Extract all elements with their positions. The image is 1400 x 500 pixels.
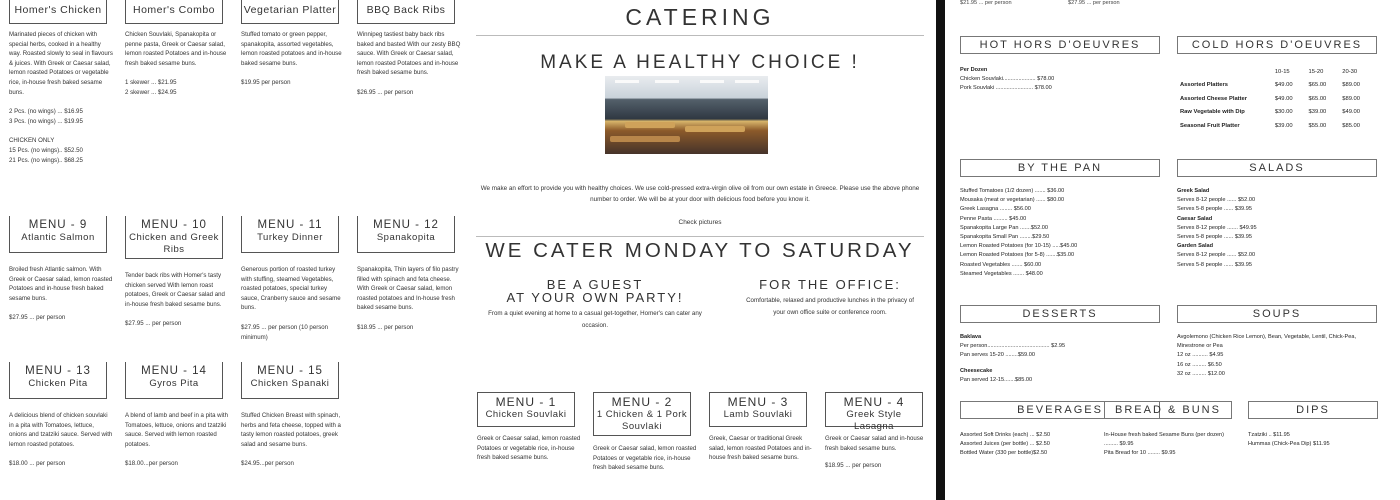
menu-description-menu-3	[709, 434, 813, 463]
price-line: Chicken Souvlaki..................... $78.00	[960, 76, 1055, 83]
cold-table-row	[1180, 78, 1376, 92]
price-line: Caesar Salad	[1177, 215, 1213, 222]
menu-name: Chicken Souvlaki	[485, 409, 567, 420]
menu-price: 1 skewer ... $21.95	[125, 79, 177, 87]
menu-price: 2 skewer ... $24.95	[125, 88, 177, 96]
catering-title: CATERING	[476, 4, 924, 36]
spacer	[9, 303, 113, 313]
menu-description-text: A blend of lamb and beef in a pita with Tomatoes, lettuce, onions and tzatziki sauce. Served with lemon roasted potatoes.	[125, 412, 228, 448]
menu-description-menu-15	[241, 411, 345, 469]
price-line: 16 oz ......... $6.50	[1177, 361, 1222, 368]
soups-heading: SOUPS	[1177, 305, 1377, 323]
menu-description-menu-1	[477, 434, 581, 463]
menu-description-menu-2	[593, 444, 697, 473]
menu-description-text: Tender back ribs with Homer's tasty chicken served With lemon roast potatoes, Greek or Caesar salad and in-house fresh baked sesame buns.	[125, 272, 225, 308]
menu-number: MENU - 2	[611, 395, 673, 409]
menu-number: MENU - 1	[495, 395, 557, 409]
menu-price: $27.95 ... per person	[9, 314, 66, 322]
spacer	[241, 68, 345, 78]
cold-table-header-row	[1180, 66, 1376, 78]
by-the-pan-heading: BY THE PAN	[960, 159, 1160, 177]
spacer	[9, 97, 113, 107]
price-line: Spanakopita Large Pan .......$52.00	[960, 224, 1049, 231]
menu-description-text: Greek, Caesar or traditional Greek salad, lemon roasted Potatoes and in-house fresh baked sesame buns.	[709, 435, 812, 462]
menu-description-menu-13	[9, 411, 113, 469]
price-line: Steamed Vegetables ....... $48.00	[960, 270, 1043, 277]
cold-table-cell: $55.00	[1308, 122, 1327, 129]
menu-name: Chicken Pita	[28, 378, 88, 389]
menu-number: MENU - 4	[843, 395, 905, 409]
price-line: Greek Lasagna ........ $56.00	[960, 206, 1031, 213]
menu-description-menu-4	[825, 434, 929, 471]
price-line: Serves 5-8 people ...... $39.95	[1177, 206, 1252, 213]
menu-description-menu-12	[357, 265, 461, 333]
menu-name: Spanakopita	[376, 232, 436, 243]
spacer	[825, 453, 929, 461]
intro-text: We make an effort to provide you with healthy choices. We use cold-pressed extra-virgin olive oil from our own estate in Greece. Please use the above phone number to order. We will be at your door with delicious food before you know it.	[480, 185, 920, 203]
price-line: Baklava	[960, 334, 982, 340]
price-line: Assorted Juices (per bottle) ... $2.50	[960, 441, 1050, 448]
menu-description-text: A delicious blend of chicken souvlaki in a pita with Tomatoes, lettuce, onions and tzatziki sauce. Served with lemon roasted potatoes.	[9, 412, 113, 448]
menu-name: Gyros Pita	[149, 378, 199, 389]
menu-heading-menu-15	[241, 362, 339, 399]
price-line: Pork Souvlaki ........................ $78.00	[960, 85, 1052, 92]
price-line: Tzatziki .. $11.95	[1248, 432, 1290, 438]
menu-name: 1 Chicken & 1 Pork Souvlaki	[596, 409, 688, 432]
menu-description-text: Stuffed tomato or green pepper, spanakopita, assorted vegetables, lemon roasted potatoes and in-house baked sesame buns.	[241, 31, 342, 67]
menu-extra-title: CHICKEN ONLY	[9, 137, 55, 145]
guest-section	[480, 278, 710, 331]
healthy-choice-title: MAKE A HEALTHY CHOICE !	[540, 52, 860, 73]
price-line: Serves 8-12 people ...... $52.00	[1177, 252, 1256, 259]
menu-description-text: Greek or Caesar salad and in-house fresh baked sesame buns.	[825, 435, 924, 452]
price-line: Cheesecake	[960, 367, 993, 374]
menu-heading-menu-4	[825, 392, 923, 432]
desserts-list	[960, 333, 1160, 385]
price-line: Per Dozen	[960, 67, 988, 73]
price-line: Penne Pasta ......... $45.00	[960, 215, 1027, 222]
menu-description-text: Greek or Caesar salad, lemon roasted Potatoes or vegetable rice, in-house fresh baked sesame buns.	[593, 445, 697, 472]
price-line: Serves 5-8 people ...... $39.95	[1177, 261, 1252, 268]
menu-heading-homers-chicken	[9, 0, 107, 24]
menu-price: $27.95 ... per person	[125, 320, 182, 328]
menu-description-menu-11	[241, 265, 345, 342]
menu-description-text: Chicken Souvlaki, Spanakopita or penne pasta, Greek or Caesar salad, lemon roasted Potatoes and in-house fresh baked sesame buns.	[125, 31, 227, 67]
price-line: Hummas (Chick-Pea Dip) $11.95	[1248, 441, 1330, 448]
price-line: 12 oz .......... $4.95	[1177, 352, 1224, 359]
menu-name: Greek Style Lasagna	[846, 409, 902, 432]
desserts-heading: DESSERTS	[960, 305, 1160, 323]
menu-description-text: Stuffed Chicken Breast with spinach, herbs and feta cheese, topped with a tasty lemon roasted potatoes, greek salad and sesame buns.	[241, 412, 341, 448]
menu-description-homers-combo	[125, 30, 229, 98]
spacer	[9, 126, 113, 136]
menu-name: Homer's Chicken	[14, 4, 102, 16]
price-line: Pita Bread for 10 ........ $9.95	[1104, 450, 1176, 457]
menu-price: $26.95 ... per person	[357, 88, 414, 96]
menu-price: 3 Pcs. (no wings) ... $19.95	[9, 117, 83, 125]
cold-table-cell: $30.00	[1274, 109, 1293, 116]
menu-description-homers-chicken	[9, 30, 113, 165]
menu-price: $27.95 ... per person (10 person minimum)	[241, 323, 329, 341]
price-line: Avgolemono (Chicken Rice Lemon), Bean, Vegetable, Lentil, Chick-Pea, Minestrone or Pea	[1177, 334, 1356, 350]
menu-description-text: Broiled fresh Atlantic salmon. With Greek or Caesar salad, lemon roasted Potatoes and in-house fresh baked sesame buns.	[9, 266, 113, 302]
by-the-pan-list	[960, 187, 1170, 279]
menu-description-text: Spanakopita, Thin layers of filo pastry filled with spinach and feta cheese. With Greek or Caesar salad, lemon roasted potatoes and In-house fresh baked sesame buns.	[357, 266, 459, 312]
cold-table-cell: Assorted Platters	[1180, 81, 1229, 88]
price-line: Spanakopita Small Pan ........$29.50	[960, 234, 1050, 241]
price-line: Lemon Roasted Potatoes (for 5-8) .......$35.00	[960, 252, 1075, 259]
price-line: 32 oz ......... $12.00	[1177, 370, 1225, 377]
menu-name: BBQ Back Ribs	[366, 4, 446, 16]
menu-heading-menu-3	[709, 392, 807, 427]
hot-hors-doeuvres-heading: HOT HORS D'OEUVRES	[960, 36, 1160, 54]
menu-heading-menu-11	[241, 216, 339, 253]
menu-description-menu-9	[9, 265, 113, 323]
price-line: Assorted Soft Drinks (each) ... $2.50	[960, 432, 1051, 438]
catering-buffet-photo	[605, 76, 768, 154]
spacer	[9, 449, 113, 459]
spacer	[125, 68, 229, 78]
menu-description-menu-10	[125, 271, 229, 329]
top-price-right: $27.95 ... per person	[1068, 0, 1120, 6]
menu-extra-price: 15 Pcs. (no wings).. $52.50	[9, 146, 83, 154]
salads-heading: SALADS	[1177, 159, 1377, 177]
beverages-heading: BEVERAGES	[960, 401, 1160, 419]
price-line: Bottled Water (330 per bottle)$2.50	[960, 450, 1048, 457]
menu-heading-menu-2	[593, 392, 691, 436]
cold-table-cell: Assorted Cheese Platter	[1180, 95, 1248, 102]
menu-price: $18.95 ... per person	[825, 462, 882, 470]
soups-list	[1177, 333, 1377, 379]
dips-heading: DIPS	[1248, 401, 1378, 419]
menu-number: MENU - 13	[25, 365, 91, 377]
menu-number: MENU - 10	[141, 219, 207, 231]
price-line: In-House fresh baked Sesame Buns (per dozen) ......... $9.95	[1104, 432, 1225, 448]
price-line: Lemon Roasted Potatoes (for 10-15) .....$45.00	[960, 243, 1078, 250]
cold-table-cell: $65.00	[1308, 81, 1327, 88]
bread-and-buns-heading: BREAD & BUNS	[1104, 401, 1232, 419]
bread-and-buns-list	[1104, 431, 1234, 459]
menu-heading-homers-combo	[125, 0, 223, 24]
office-description: Comfortable, relaxed and productive lunches in the privacy of your own office suite or conference room.	[746, 297, 914, 316]
menu-description-text: Greek or Caesar salad, lemon roasted Potatoes or vegetable rice, in-house fresh baked sesame buns.	[477, 435, 581, 462]
price-line: Serves 8-12 people ....... $49.95	[1177, 224, 1257, 231]
cold-table-row	[1180, 92, 1376, 106]
cold-table-cell: $49.00	[1274, 81, 1293, 88]
cold-table-row	[1180, 119, 1376, 133]
cold-table-header: 10-15	[1274, 69, 1290, 75]
menu-description-bbq-back-ribs	[357, 30, 461, 98]
menu-price: $18.95 ... per person	[357, 323, 414, 331]
cold-hors-doeuvres-heading: COLD HORS D'OEUVRES	[1177, 36, 1377, 54]
menu-price: $24.95...per person	[241, 460, 294, 468]
menu-name: Homer's Combo	[132, 4, 216, 16]
price-line: Roasted Vegetables ....... $60.00	[960, 261, 1042, 268]
menu-heading-menu-10	[125, 216, 223, 259]
menu-heading-menu-1	[477, 392, 575, 427]
office-section	[740, 278, 920, 318]
menu-description-text: Winnipeg tastiest baby back ribs baked and basted With our zesty BBQ sauce. With Greek or Caesar salad, lemon roasted Potatoes and in-house fresh baked sesame buns.	[357, 31, 461, 77]
menu-price: $18.00 ... per person	[9, 460, 66, 468]
menu-number: MENU - 15	[257, 365, 323, 377]
price-line: Stuffed Tomatoes (1/2 dozen) ....... $36.00	[960, 188, 1065, 194]
menu-heading-bbq-back-ribs	[357, 0, 455, 24]
cold-table-cell: Seasonal Fruit Platter	[1180, 122, 1240, 129]
menu-name: Chicken Spanaki	[250, 378, 330, 389]
beverages-list	[960, 431, 1100, 459]
price-line: Per person........................................ $2.95	[960, 343, 1066, 350]
cold-table-cell: $49.00	[1274, 95, 1293, 102]
menu-description-text: Marinated pieces of chicken with special herbs, cooked in a healthy way. Roasted slowly to seal in flavours & juices. With Greek or Caesar salad, lemon roasted Potatoes or vegetable rice, in-house fresh baked sesame buns.	[9, 31, 113, 96]
menu-description-menu-14	[125, 411, 229, 469]
price-line: Mousaka (meat or vegetarian) ...... $80.00	[960, 197, 1065, 204]
cater-days-title: WE CATER MONDAY TO SATURDAY	[476, 236, 924, 263]
cold-table-cell: Raw Vegetable with Dip	[1180, 109, 1245, 116]
price-line: Garden Salad	[1177, 243, 1214, 250]
cold-table-cell: $65.00	[1308, 95, 1327, 102]
spacer	[125, 449, 229, 459]
menu-name: Atlantic Salmon	[21, 232, 95, 243]
top-price-left: $21.95 ... per person	[960, 0, 1012, 6]
salads-list	[1177, 187, 1377, 270]
cold-table-cell: $39.00	[1308, 109, 1327, 116]
menu-number: MENU - 14	[141, 365, 207, 377]
guest-title-line1: BE A GUEST	[546, 277, 644, 292]
menu-heading-menu-13	[9, 362, 107, 399]
menu-heading-menu-9	[9, 216, 107, 253]
price-line: Pan served 12-15.......$85.00	[960, 376, 1033, 383]
menu-price: $19.95 per person	[241, 79, 291, 87]
menu-number: MENU - 12	[373, 219, 439, 231]
menu-name: Lamb Souvlaki	[723, 409, 793, 420]
menu-name: Chicken and Greek Ribs	[129, 232, 219, 255]
spacer	[241, 313, 345, 323]
price-line: Serves 5-8 people ...... $39.95	[1177, 234, 1252, 241]
check-pictures-link[interactable]: Check pictures	[678, 219, 722, 226]
menu-name: Vegetarian Platter	[243, 4, 337, 16]
office-title: FOR THE OFFICE:	[759, 277, 901, 292]
dips-list	[1248, 431, 1378, 449]
menu-name: Turkey Dinner	[257, 232, 323, 243]
menu-price: $18.00...per person	[125, 460, 178, 468]
price-line: Greek Salad	[1177, 188, 1210, 194]
price-line: Serves 8-12 people ...... $52.00	[1177, 197, 1256, 204]
spacer	[357, 78, 461, 88]
cold-table-cell: $39.00	[1274, 122, 1293, 129]
menu-extra-price: 21 Pcs. (no wings).. $68.25	[9, 156, 83, 164]
menu-heading-vegetarian-platter	[241, 0, 339, 24]
menu-number: MENU - 11	[257, 219, 323, 231]
cold-table-header: 15-20	[1308, 69, 1324, 75]
cold-table-header	[1180, 66, 1275, 78]
hot-hors-doeuvres-list	[960, 66, 1160, 94]
spacer	[241, 449, 345, 459]
cold-table-header: 20-30	[1342, 69, 1358, 75]
price-line: Pan serves 15-20 ........$59.00	[960, 352, 1035, 359]
cold-table-cell: $89.00	[1342, 95, 1360, 102]
cold-table-cell: $89.00	[1342, 81, 1360, 88]
cold-hors-doeuvres-table	[1180, 66, 1376, 133]
menu-price: 2 Pcs. (no wings) ... $16.95	[9, 108, 83, 116]
spacer	[357, 313, 461, 323]
menu-number: MENU - 3	[727, 395, 789, 409]
spacer	[125, 309, 229, 319]
menu-description-vegetarian-platter	[241, 30, 345, 88]
menu-heading-menu-12	[357, 216, 455, 253]
menu-number: MENU - 9	[28, 219, 88, 231]
cold-table-cell: $85.00	[1342, 122, 1360, 129]
cold-table-cell: $49.00	[1342, 109, 1360, 116]
menu-heading-menu-14	[125, 362, 223, 399]
guest-description: From a quiet evening at home to a casual get-together, Homer's can cater any occasion.	[488, 310, 702, 329]
menu-description-text: Generous portion of roasted turkey with stuffing, steamed Vegetables, roasted potatoes, special turkey sauce, Cranberry sauce and sesame buns.	[241, 266, 341, 312]
guest-title-line2: AT YOUR OWN PARTY!	[506, 290, 684, 305]
cold-table-row	[1180, 105, 1376, 119]
